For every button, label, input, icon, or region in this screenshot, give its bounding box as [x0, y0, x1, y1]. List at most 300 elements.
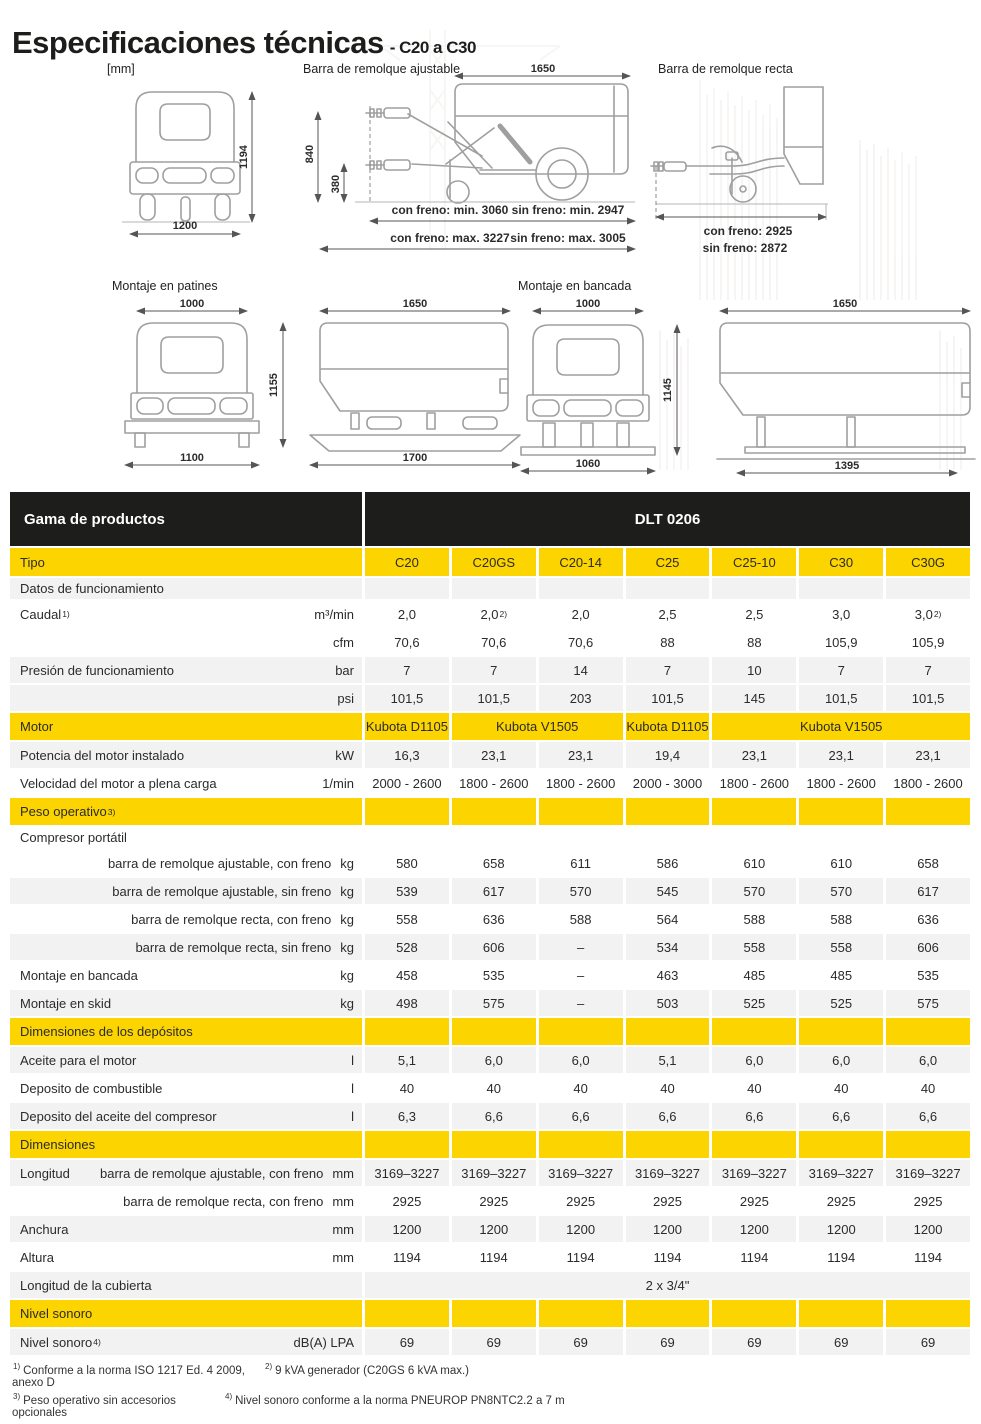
row-unit: kg [340, 855, 354, 871]
row-unit: bar [335, 662, 354, 678]
section-empty-cell [452, 1131, 536, 1158]
table-row [10, 1047, 970, 1073]
subhead-empty-cell [539, 578, 623, 599]
spec-value-cell [452, 629, 536, 655]
spec-value: 1200 [826, 1221, 856, 1237]
table-row [10, 1244, 970, 1270]
spec-value: 2,0 [480, 606, 499, 622]
table-row [10, 1188, 970, 1214]
row-unit: cfm [333, 634, 354, 650]
spec-value-cell [365, 934, 449, 960]
engine-name: Kubota D1105 [365, 719, 448, 734]
spec-value-cell [365, 657, 449, 683]
row-label-cell [10, 742, 362, 768]
spec-value: 6,0 [919, 1052, 938, 1068]
spec-value: 1194 [827, 1249, 856, 1265]
row-label: Deposito del aceite del compresor [20, 1108, 217, 1124]
row-unit: mm [332, 1193, 354, 1209]
page-title-suffix: - C20 a C30 [389, 37, 476, 57]
dim-adjustable-length: 1650 [530, 63, 556, 75]
table-row [10, 934, 970, 960]
spec-value-cell [886, 906, 970, 932]
spec-value-cell [365, 1329, 449, 1355]
spec-value-cell [452, 770, 536, 796]
spec-value: 3169–3227 [374, 1165, 440, 1181]
model-name: C25-10 [733, 554, 776, 570]
spec-value-cell [365, 742, 449, 768]
spec-value-cell [452, 685, 536, 711]
spec-value: 528 [396, 939, 418, 955]
row-label-cell [10, 1300, 362, 1327]
spec-value: 5,1 [397, 1052, 416, 1068]
row-label-cell [10, 1160, 362, 1186]
section-empty-cell [539, 798, 623, 825]
section-empty-cell [626, 1131, 710, 1158]
spec-value-cell [452, 1329, 536, 1355]
spec-value-cell [712, 1103, 796, 1129]
spec-value-cell [886, 629, 970, 655]
row-label-cell [10, 827, 362, 848]
spec-value-cell [886, 850, 970, 876]
bench-mount-title: Montaje en bancada [518, 279, 632, 293]
table-row [10, 1300, 970, 1327]
spec-value-cell [799, 1188, 883, 1214]
subhead-empty-cell [799, 827, 883, 848]
spec-value: 7 [490, 662, 498, 678]
row-label-cell [10, 1244, 362, 1270]
dim-straight-con-freno: con freno: 2925 [703, 224, 793, 238]
spec-value-cell [452, 1188, 536, 1214]
spec-value: 40 [486, 1080, 501, 1096]
row-label-cell: Peso operativo 3) [10, 798, 362, 825]
spec-value: 3,0 [832, 606, 851, 622]
spec-value: 535 [482, 967, 505, 983]
spec-value: 463 [656, 967, 679, 983]
spec-value-cell [886, 742, 970, 768]
spec-value: 69 [660, 1334, 675, 1350]
spec-value-cell [539, 990, 623, 1016]
spec-value: 606 [917, 939, 939, 955]
dim-front-height: 1194 [238, 145, 250, 169]
spec-value: 2,0 [571, 606, 590, 622]
spec-value-cell [886, 934, 970, 960]
spec-value: 2,5 [745, 606, 764, 622]
section-empty-cell [886, 798, 970, 825]
spec-value: 2925 [392, 1193, 422, 1209]
spec-value-cell [365, 1244, 449, 1270]
spec-value: 485 [743, 967, 766, 983]
spec-value-cell [712, 629, 796, 655]
spec-value-cell [539, 1160, 623, 1186]
model-name: C30G [911, 554, 946, 570]
spec-value: 101,5 [651, 690, 684, 706]
spec-value: 3169–3227 [634, 1165, 701, 1181]
subhead-empty-cell [452, 827, 536, 848]
spec-value: 6,6 [571, 1108, 590, 1124]
spec-value-cell [712, 1047, 796, 1073]
spec-value: 2925 [826, 1193, 856, 1209]
spec-value: 7 [663, 662, 672, 678]
table-header-row [10, 492, 970, 546]
spec-value-cell [365, 685, 449, 711]
spec-value: 1200 [479, 1221, 509, 1237]
span-value-cell [365, 1272, 970, 1298]
table-row [10, 906, 970, 932]
table-row [10, 850, 970, 876]
spec-value: – [577, 967, 585, 983]
spec-value-cell [539, 1329, 623, 1355]
spec-value: 575 [917, 995, 939, 1011]
spec-value: 6,0 [484, 1052, 503, 1068]
spec-value: 69 [833, 1334, 849, 1350]
footnote-text: Peso operativo sin accesorios opcionales [12, 1395, 176, 1419]
spec-value: 6,6 [745, 1108, 764, 1124]
spec-value-cell [712, 685, 796, 711]
spec-value: 1194 [392, 1249, 421, 1265]
spec-value: 40 [399, 1080, 415, 1096]
row-label-cell [10, 657, 362, 683]
model-name: C20-14 [559, 554, 602, 570]
spec-value: 23,1 [567, 747, 594, 763]
row-unit: psi [337, 690, 354, 706]
model-header-row [10, 548, 970, 576]
tipo-label-cell [10, 548, 362, 576]
spec-value: 3,0 [914, 606, 933, 622]
table-row [10, 1216, 970, 1242]
row-label: Caudal [20, 606, 62, 622]
spec-value-cell [712, 934, 796, 960]
spec-value-cell [452, 1244, 536, 1270]
spec-value-cell [365, 878, 449, 904]
section-empty-cell [626, 798, 710, 825]
spec-value: 606 [482, 939, 505, 955]
row-label: Presión de funcionamiento [20, 662, 174, 678]
spec-value: 498 [396, 995, 418, 1011]
model-name: C25 [655, 554, 680, 570]
spec-value: 23,1 [741, 747, 767, 763]
row-label-cell [10, 990, 362, 1016]
spec-value-cell [539, 1216, 623, 1242]
spec-value-cell [626, 850, 710, 876]
row-label-cell [10, 629, 362, 655]
spec-value: 10 [747, 662, 762, 678]
row-label-cell [10, 1272, 362, 1298]
footnote-line [12, 1362, 981, 1389]
spec-value-cell [365, 1075, 449, 1101]
dim-skid-side-bottom: 1700 [402, 452, 428, 464]
spec-value: 40 [660, 1080, 675, 1096]
row-label-cell [10, 1047, 362, 1073]
spec-value-cell [799, 1075, 883, 1101]
adjustable-towbar-diagram [300, 62, 660, 262]
spec-value: 558 [396, 911, 418, 927]
spec-table [10, 492, 970, 1355]
row-label: barra de remolque ajustable, con freno [100, 1165, 324, 1181]
row-label: Motor [20, 719, 54, 734]
section-empty-cell [712, 1018, 796, 1045]
straight-towbar-diagram [648, 62, 981, 262]
spec-value-cell [626, 962, 710, 988]
spec-value-cell [799, 1047, 883, 1073]
spec-value: 570 [569, 883, 592, 899]
spec-value: 101,5 [824, 690, 858, 706]
model-cell [886, 548, 970, 576]
engine-span-cell [712, 713, 970, 740]
spec-value-cell [452, 1103, 536, 1129]
dim-skid-height: 1155 [268, 373, 280, 397]
row-label-cell [10, 770, 362, 796]
table-row [10, 713, 970, 740]
model-cell [539, 548, 623, 576]
spec-value-cell [626, 685, 710, 711]
spec-value: 2000 - 3000 [632, 775, 703, 791]
row-label-prefix: Longitud [20, 1165, 70, 1181]
spec-value-cell [886, 1188, 970, 1214]
spec-value-cell [626, 1075, 710, 1101]
footnote-text: 9 kVA generador (C20GS 6 kVA max.) [275, 1365, 470, 1377]
table-row [10, 685, 970, 711]
row-label-cell [10, 1188, 362, 1214]
spec-value: 1200 [913, 1221, 943, 1237]
dim-con-freno-max: con freno: max. 3227 [390, 231, 510, 245]
section-empty-cell [799, 1018, 883, 1045]
spec-value: 70,6 [394, 634, 420, 650]
bench-mount-diagram [505, 295, 981, 485]
section-empty-cell [886, 1131, 970, 1158]
spec-value-cell [626, 601, 710, 627]
row-label: Altura [20, 1249, 54, 1265]
spec-value: 1200 [653, 1221, 682, 1237]
footnote-line [12, 1392, 981, 1419]
spec-value-cell [539, 934, 623, 960]
spec-value-cell [365, 1188, 449, 1214]
spec-value: 610 [830, 855, 853, 871]
row-label: Aceite para el motor [20, 1052, 137, 1068]
dim-sin-freno-min: sin freno: min. 2947 [511, 203, 625, 217]
section-empty-cell [886, 1300, 970, 1327]
row-label-cell [10, 713, 362, 740]
spec-value-cell [626, 1188, 710, 1214]
spec-value-cell [539, 878, 623, 904]
spec-value: 588 [830, 911, 853, 927]
spec-value: 3169–3227 [721, 1165, 787, 1181]
spec-value: 88 [747, 634, 762, 650]
engine-span-cell [452, 713, 623, 740]
row-label: Datos de funcionamiento [20, 581, 164, 596]
spec-value-cell [539, 601, 623, 627]
spec-value: – [577, 995, 585, 1011]
section-empty-cell [799, 1300, 883, 1327]
spec-value-cell [452, 1075, 536, 1101]
spec-value: 101,5 [390, 690, 424, 706]
spec-value: 6,6 [919, 1108, 938, 1124]
spec-value: 40 [573, 1080, 588, 1096]
spec-value: 7 [403, 662, 411, 678]
spec-value: 19,4 [654, 747, 681, 763]
spec-value-cell [626, 629, 710, 655]
section-empty-cell [365, 1300, 449, 1327]
model-cell [712, 548, 796, 576]
spec-value: 588 [743, 911, 766, 927]
spec-value: 69 [399, 1334, 415, 1350]
section-empty-cell [626, 1018, 710, 1045]
table-row [10, 1103, 970, 1129]
row-label-cell [10, 850, 362, 876]
spec-value-cell [539, 1244, 623, 1270]
spec-value: 1800 - 2600 [545, 775, 616, 791]
row-unit: kg [340, 995, 354, 1011]
spec-value-cell [799, 878, 883, 904]
spec-value: 525 [743, 995, 766, 1011]
spec-value: 6,6 [832, 1108, 851, 1124]
spec-value: 101,5 [477, 690, 511, 706]
row-label-cell [10, 685, 362, 711]
spec-value: 1194 [740, 1249, 769, 1265]
spec-value-cell [712, 601, 796, 627]
spec-value-cell [539, 1188, 623, 1214]
row-unit: l [351, 1108, 354, 1124]
spec-value-cell [539, 742, 623, 768]
row-unit: kW [335, 747, 354, 763]
spec-value: 636 [917, 911, 939, 927]
dim-straight-sin-freno: sin freno: 2872 [702, 241, 788, 255]
spec-value: 658 [917, 855, 939, 871]
spec-value-cell [539, 657, 623, 683]
spec-value-cell [886, 1075, 970, 1101]
row-label: Anchura [20, 1221, 69, 1237]
row-unit: kg [340, 883, 354, 899]
section-empty-cell [365, 1018, 449, 1045]
footnote-4 [224, 1392, 565, 1419]
row-label-cell [10, 1075, 362, 1101]
spec-value: 7 [924, 662, 932, 678]
section-empty-cell [539, 1300, 623, 1327]
spec-value: 534 [656, 939, 679, 955]
spec-value: 101,5 [911, 690, 945, 706]
row-label-cell [10, 578, 362, 599]
spec-value-cell [452, 1160, 536, 1186]
spec-value: 6,0 [745, 1052, 764, 1068]
subhead-empty-cell [886, 827, 970, 848]
row-label-cell [10, 1131, 362, 1158]
spec-value: 5,1 [658, 1052, 677, 1068]
tipo-label: Tipo [20, 554, 45, 570]
dim-bench-front-bottom: 1060 [575, 458, 601, 470]
spec-value: 23,1 [828, 747, 854, 763]
spec-value-cell [626, 878, 710, 904]
spec-value: 636 [482, 911, 505, 927]
series-header [365, 492, 970, 546]
table-row [10, 578, 970, 599]
row-label-cell [10, 1216, 362, 1242]
spec-value-cell [886, 685, 970, 711]
spec-value-cell [539, 685, 623, 711]
spec-value-cell [626, 1244, 710, 1270]
engine-span-cell [365, 713, 449, 740]
spec-value-cell [365, 1216, 449, 1242]
table-row [10, 657, 970, 683]
spec-value-cell [712, 1075, 796, 1101]
model-cell [452, 548, 536, 576]
spec-value-cell [799, 685, 883, 711]
spec-value-cell [626, 990, 710, 1016]
spec-value-cell [712, 742, 796, 768]
table-row [10, 827, 970, 848]
spec-value-cell [626, 1047, 710, 1073]
spec-value-cell [712, 850, 796, 876]
table-row [10, 798, 970, 825]
spec-value: 525 [830, 995, 853, 1011]
spec-value: 69 [920, 1334, 936, 1350]
spec-value-cell [452, 878, 536, 904]
spec-value: 617 [482, 883, 505, 899]
spec-value-cell [452, 906, 536, 932]
table-row [10, 1160, 970, 1186]
row-label-cell [10, 878, 362, 904]
spec-value: 2000 - 2600 [372, 775, 442, 791]
model-cell [799, 548, 883, 576]
dim-skid-side-top: 1650 [402, 298, 428, 310]
spec-value-cell [539, 850, 623, 876]
spec-value: 575 [482, 995, 505, 1011]
dim-front-width: 1200 [172, 220, 198, 232]
spec-value-cell [626, 906, 710, 932]
spec-value: 1800 - 2600 [893, 775, 963, 791]
row-unit: dB(A) LPA [293, 1334, 354, 1350]
spec-value-cell [712, 878, 796, 904]
spec-value-cell [886, 1244, 970, 1270]
row-label-cell: Nivel sonoro 4) dB(A) LPA [10, 1329, 362, 1355]
spec-value: 2925 [566, 1193, 596, 1209]
spec-value-cell [452, 962, 536, 988]
row-label: Dimensiones [20, 1137, 96, 1152]
product-range-header [10, 492, 362, 546]
spec-value-cell [799, 629, 883, 655]
row-unit: m³/min [314, 606, 354, 622]
spec-value-cell [712, 1244, 796, 1270]
row-label-cell: Caudal 1) m³/min [10, 601, 362, 627]
spec-value-cell [799, 601, 883, 627]
spec-value: 503 [656, 995, 679, 1011]
dim-sin-freno-max: sin freno: max. 3005 [510, 231, 626, 245]
spec-value: 610 [743, 855, 766, 871]
spec-value: 6,0 [832, 1052, 851, 1068]
section-empty-cell [539, 1018, 623, 1045]
dim-skid-front-bottom: 1100 [180, 452, 204, 464]
spec-value: 539 [396, 883, 418, 899]
row-label: Peso operativo [20, 804, 107, 819]
spec-value: 1194 [566, 1249, 595, 1265]
spec-rows [10, 578, 970, 1355]
diagram-area [0, 0, 981, 490]
engine-name: Kubota D1105 [626, 719, 709, 734]
spec-value: 3169–3227 [895, 1165, 961, 1181]
footnote-2 [264, 1362, 470, 1389]
spec-value-cell [886, 962, 970, 988]
dim-bench-side-top: 1650 [832, 298, 858, 310]
spec-value-cell: 2,0 2) [452, 601, 536, 627]
spec-value-cell [365, 906, 449, 932]
spec-value: 558 [830, 939, 853, 955]
row-label: barra de remolque recta, con freno [123, 1193, 324, 1209]
straight-towbar-title: Barra de remolque recta [658, 62, 793, 76]
spec-value-cell [626, 1216, 710, 1242]
spec-value: 1800 - 2600 [719, 775, 790, 791]
spec-value-cell [365, 1160, 449, 1186]
spec-value: 69 [573, 1334, 588, 1350]
section-empty-cell [539, 1131, 623, 1158]
spec-value-cell [886, 1216, 970, 1242]
